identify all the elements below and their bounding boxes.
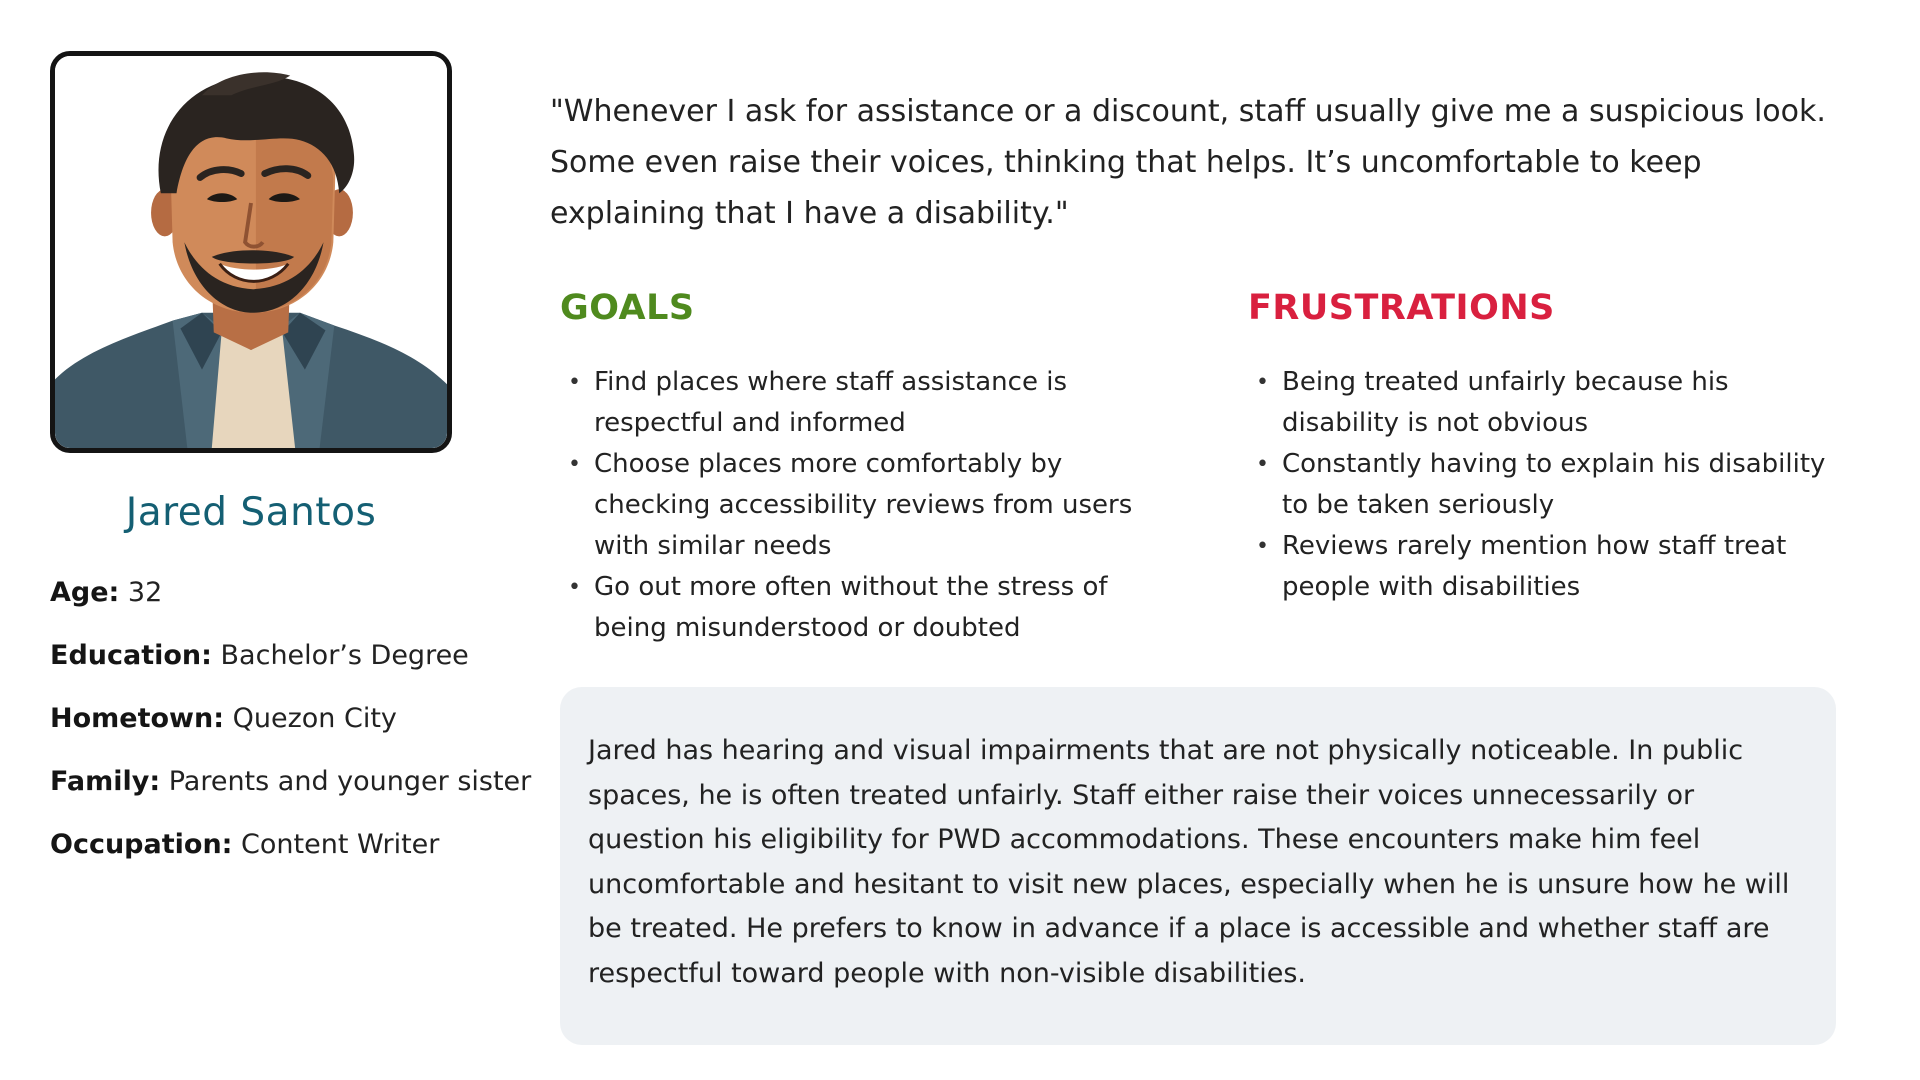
fact-value: Parents and younger sister — [160, 766, 532, 797]
list-item — [560, 567, 1140, 649]
list-item — [1248, 526, 1848, 608]
fact-label: Family: — [50, 766, 161, 797]
list-item — [560, 362, 1140, 444]
frustration-text: Being treated unfairly because his disability is not obvious — [1282, 367, 1729, 438]
fact-value: 32 — [119, 577, 163, 608]
persona-photo — [50, 51, 452, 453]
goal-text: Go out more often without the stress of being misunderstood or doubted — [594, 572, 1108, 643]
fact-value: Bachelor’s Degree — [211, 640, 469, 671]
fact-occupation — [50, 824, 570, 887]
fact-education — [50, 635, 570, 698]
bullet-icon: • — [568, 452, 581, 477]
list-item — [1248, 444, 1848, 526]
bullet-icon: • — [568, 370, 581, 395]
goal-text: Choose places more comfortably by checking accessibility reviews from users with similar needs — [594, 449, 1133, 561]
bullet-icon: • — [1256, 452, 1269, 477]
persona-summary-box — [560, 687, 1836, 1045]
persona-facts — [50, 572, 570, 887]
fact-label: Occupation: — [50, 829, 233, 860]
bullet-icon: • — [1256, 534, 1269, 559]
persona-summary: Jared has hearing and visual impairments that are not physically noticeable. In public spaces, he is often treated unfairly. Staff either raise their voices unnecessarily or question his eligibility for PWD accommodations. These encounters make him feel uncomfortable and hesitant to visit new places, especially when he is unsure how he will be treated. He prefers to know in advance if a place is accessible and whether staff are respectful toward people with non-visible disabilities. — [588, 735, 1790, 989]
frustration-text: Constantly having to explain his disability to be taken seriously — [1282, 449, 1826, 520]
frustrations-list — [1248, 362, 1848, 608]
goals-heading: GOALS — [560, 288, 695, 328]
bullet-icon: • — [568, 575, 581, 600]
fact-value: Quezon City — [224, 703, 397, 734]
list-item — [1248, 362, 1848, 444]
fact-label: Age: — [50, 577, 120, 608]
fact-hometown — [50, 698, 570, 761]
goals-list — [560, 362, 1140, 649]
fact-family — [50, 761, 570, 824]
goal-text: Find places where staff assistance is respectful and informed — [594, 367, 1067, 438]
list-item — [560, 444, 1140, 567]
bullet-icon: • — [1256, 370, 1269, 395]
fact-label: Hometown: — [50, 703, 225, 734]
fact-value: Content Writer — [232, 829, 440, 860]
fact-age — [50, 572, 570, 635]
frustration-text: Reviews rarely mention how staff treat people with disabilities — [1282, 531, 1787, 602]
persona-quote: "Whenever I ask for assistance or a discount, staff usually give me a suspicious look. Some even raise their voices, thinking that helps. It’s uncomfortable to keep explaining that I have a disability." — [550, 94, 1826, 231]
frustrations-heading: FRUSTRATIONS — [1248, 288, 1555, 328]
fact-label: Education: — [50, 640, 212, 671]
persona-name: Jared Santos — [125, 490, 377, 535]
